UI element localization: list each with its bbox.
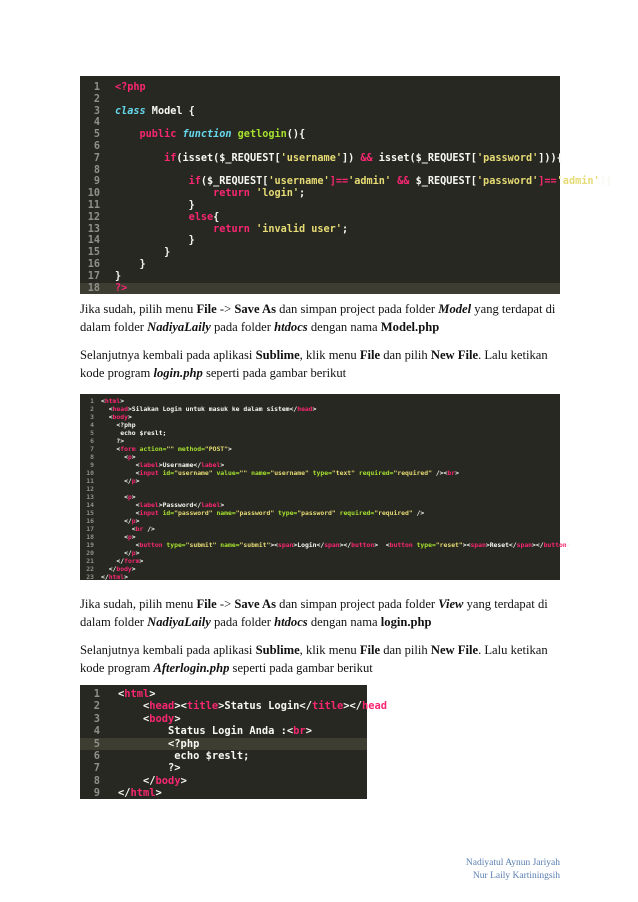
code-text: ?>	[101, 437, 125, 445]
code-line	[80, 493, 560, 501]
code-text: echo $reslt;	[118, 749, 250, 762]
footer-author-2: Nur Laily Kartiningsih	[472, 871, 560, 881]
code-line	[80, 212, 560, 224]
code-line	[80, 533, 560, 541]
line-number: 7	[93, 762, 100, 775]
line-number: 4	[90, 421, 94, 429]
line-number: 16	[86, 517, 94, 525]
code-line	[80, 141, 560, 153]
code-text: <input id="password" name="password" type="password" required="required" />	[101, 509, 425, 517]
line-number: 10	[87, 188, 100, 200]
line-number: 11	[87, 199, 100, 211]
afterlogin-php-code-screenshot	[80, 685, 394, 800]
code-text: </form>	[101, 557, 144, 565]
code-line	[80, 557, 560, 565]
line-number: 1	[93, 82, 100, 93]
code-text: </p>	[101, 549, 140, 557]
code-line	[80, 573, 560, 581]
code-text: </body>	[101, 565, 136, 573]
code-line	[80, 713, 367, 725]
line-number: 7	[90, 445, 94, 453]
code-text: <head><title>Status Login</title></head>	[118, 700, 394, 713]
code-text: ?>	[115, 282, 128, 294]
line-number: 3	[90, 413, 94, 421]
code-line	[80, 200, 560, 212]
code-text: class Model {	[115, 105, 195, 117]
code-line	[80, 688, 367, 700]
code-line	[80, 235, 560, 247]
line-number: 22	[86, 565, 94, 573]
code-line	[80, 421, 560, 429]
line-number: 13	[86, 493, 94, 501]
code-text: <label>Username</label>	[101, 461, 225, 469]
line-number: 17	[86, 525, 94, 533]
line-number: 15	[86, 509, 94, 517]
line-number: 1	[93, 688, 100, 700]
code-text: <body>	[101, 413, 132, 421]
code-text: <?php	[115, 82, 146, 93]
line-number: 8	[90, 453, 94, 461]
line-number: 7	[93, 152, 100, 164]
line-number: 20	[86, 549, 94, 557]
para-save-view: Jika sudah, pilih menu File -> Save As dan simpan project pada folder View yang terdapat di dalam folder NadiyaLaily pada folder htdocs dengan nama login.php	[80, 597, 548, 629]
line-number: 11	[86, 477, 94, 485]
code-line	[80, 106, 560, 118]
login-php-code-screenshot	[80, 394, 571, 581]
para-login-intro: Selanjutnya kembali pada aplikasi Sublime, klik menu File dan pilih New File. Lalu ketikan kode program login.php seperti pada gambar berikut	[80, 348, 548, 380]
code-text: if(isset($_REQUEST['username']) && isset($_REQUEST['password'])){	[115, 152, 563, 164]
code-line	[80, 445, 560, 453]
code-line	[80, 453, 560, 461]
code-line	[80, 750, 367, 762]
code-line	[80, 188, 560, 200]
line-number: 9	[93, 176, 100, 188]
code-line	[80, 725, 367, 737]
code-line	[80, 152, 563, 165]
code-line	[80, 165, 560, 177]
line-number: 3	[93, 105, 100, 117]
code-text: }	[115, 199, 195, 211]
code-line	[80, 501, 560, 509]
code-line	[80, 700, 394, 713]
footer-author-1: Nadiyatul Aynun Jariyah	[465, 858, 560, 868]
model-php-code-screenshot	[80, 76, 612, 294]
code-text: <?php	[101, 421, 136, 429]
code-text: }	[115, 235, 195, 247]
line-number: 8	[93, 164, 100, 176]
code-text: }	[115, 247, 171, 259]
code-line	[80, 469, 560, 477]
code-text: <?php	[118, 737, 200, 750]
code-text: <button type="submit" name="submit"><span>Login</span></button> <button type="reset"><span>Reset</span></button>	[101, 541, 571, 549]
code-line	[80, 271, 560, 283]
line-number: 19	[86, 541, 94, 549]
line-number: 2	[93, 93, 100, 105]
code-text: <br />	[101, 525, 155, 533]
code-line	[80, 224, 560, 236]
code-line	[80, 762, 367, 774]
line-number: 8	[93, 774, 100, 787]
code-line	[80, 509, 560, 517]
line-number: 18	[86, 533, 94, 541]
code-text: <p>	[101, 493, 136, 501]
line-number: 9	[93, 787, 100, 800]
line-number: 6	[90, 437, 94, 445]
line-number: 1	[90, 397, 94, 405]
code-line	[80, 525, 560, 533]
code-line	[80, 541, 571, 549]
line-number: 5	[93, 129, 100, 141]
line-number: 17	[87, 270, 100, 282]
line-number: 21	[86, 557, 94, 565]
code-line	[80, 565, 560, 573]
line-number: 12	[86, 485, 94, 493]
code-text: </p>	[101, 477, 140, 485]
line-number: 18	[87, 282, 100, 294]
code-line	[80, 405, 560, 413]
code-text: if($_REQUEST['username']=='admin' && $_REQUEST['password']=='admin'){	[115, 176, 612, 188]
code-text: </html>	[101, 573, 128, 581]
code-line	[80, 437, 560, 445]
code-text: <html>	[118, 688, 156, 700]
code-text: else{	[115, 211, 220, 223]
code-line	[80, 485, 560, 493]
code-line	[80, 549, 560, 557]
code-text: <body>	[118, 712, 181, 725]
line-number: 10	[86, 469, 94, 477]
code-text: return 'login';	[115, 188, 306, 200]
code-text: <head>Silakan Login untuk masuk ke dalam sistem</head>	[101, 405, 317, 413]
code-line	[80, 247, 560, 259]
code-line	[80, 129, 560, 141]
code-line	[80, 738, 367, 750]
line-number: 15	[87, 247, 100, 259]
code-text: }	[115, 258, 146, 270]
code-text: <p>	[101, 453, 136, 461]
code-text: <html>	[101, 397, 125, 405]
line-number: 4	[93, 117, 100, 129]
line-number: 3	[93, 712, 100, 725]
line-number: 6	[93, 749, 100, 762]
line-number: 14	[87, 235, 100, 247]
code-text: </html>	[118, 787, 162, 800]
code-line	[80, 517, 560, 525]
code-text: public function getlogin(){	[115, 129, 306, 141]
code-text: </p>	[101, 517, 140, 525]
code-text: Status Login Anda :<br>	[118, 725, 312, 738]
code-line	[80, 787, 367, 799]
code-line	[80, 176, 612, 188]
line-number: 12	[87, 211, 100, 223]
code-text: }	[115, 270, 122, 282]
code-text: </body>	[118, 774, 187, 787]
code-line	[80, 413, 560, 421]
code-text: ?>	[118, 762, 181, 775]
code-line	[80, 397, 560, 405]
line-number: 6	[93, 140, 100, 152]
line-number: 16	[87, 258, 100, 270]
code-line	[80, 117, 560, 129]
line-number: 5	[90, 429, 94, 437]
line-number: 2	[93, 700, 100, 713]
code-text: return 'invalid user';	[115, 223, 349, 235]
line-number: 9	[90, 461, 94, 469]
line-number: 5	[93, 737, 100, 750]
code-line	[80, 259, 560, 271]
para-save-model: Jika sudah, pilih menu File -> Save As dan simpan project pada folder Model yang terdapat di dalam folder NadiyaLaily pada folder htdocs dengan nama Model.php	[80, 302, 556, 334]
code-text: <form action="" method="POST">	[101, 445, 232, 453]
code-line	[80, 429, 560, 437]
line-number: 2	[90, 405, 94, 413]
code-line	[80, 82, 560, 94]
code-line	[80, 283, 560, 295]
code-line	[80, 477, 560, 485]
code-line	[80, 461, 560, 469]
code-line	[80, 94, 560, 106]
line-number: 23	[86, 573, 94, 581]
line-number: 14	[86, 501, 94, 509]
code-text: <input id="username" value="" name="username" type="text" required="required" /><br>	[101, 469, 459, 477]
line-number: 13	[87, 223, 100, 235]
line-number: 4	[93, 725, 100, 738]
code-text: <label>Password</label>	[101, 501, 225, 509]
para-afterlogin-intro: Selanjutnya kembali pada aplikasi Sublime, klik menu File dan pilih New File. Lalu ketikan kode program Afterlogin.php seperti pada gambar berikut	[80, 643, 548, 675]
code-text: echo $reslt;	[101, 429, 167, 437]
code-text: <p>	[101, 533, 136, 541]
code-line	[80, 775, 367, 787]
